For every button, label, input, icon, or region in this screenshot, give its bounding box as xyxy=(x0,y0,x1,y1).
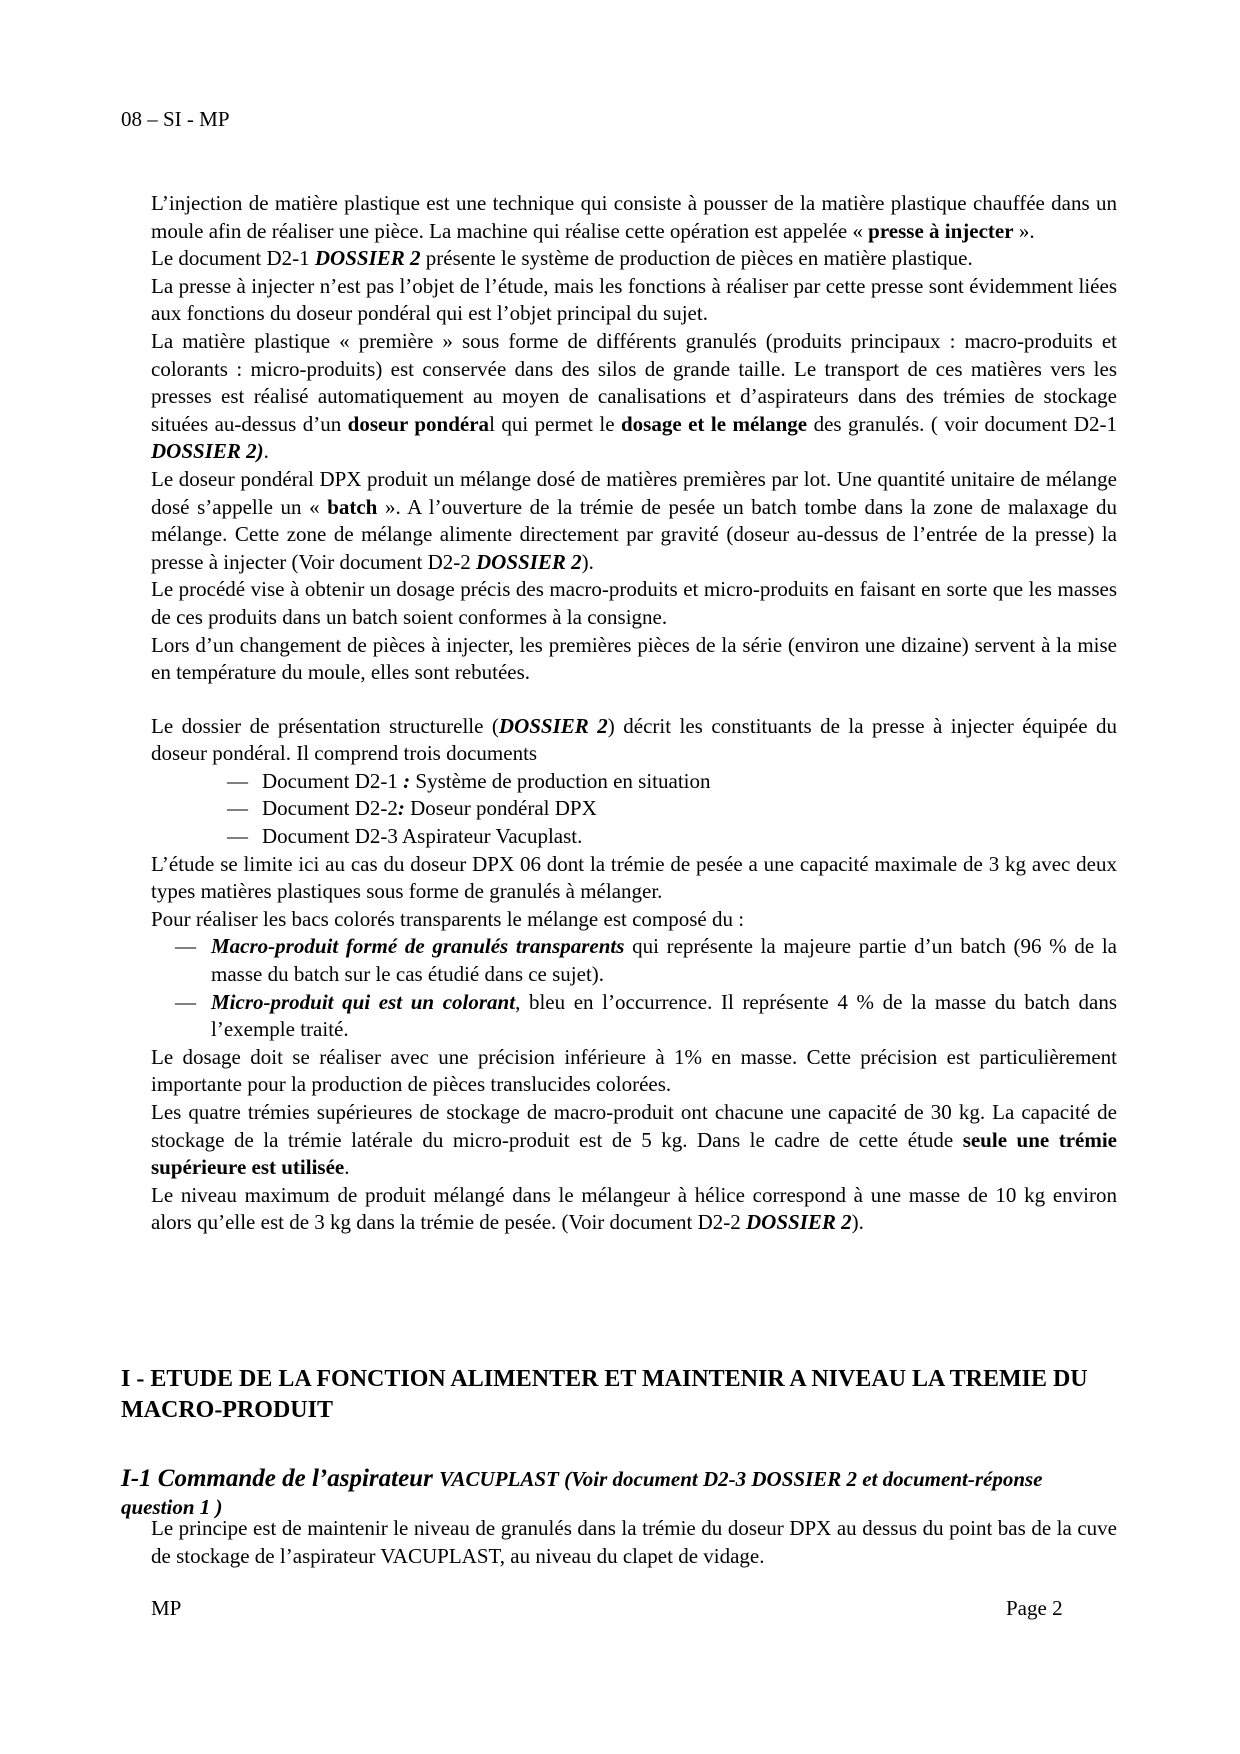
page-header-code: 08 – SI - MP xyxy=(121,107,230,131)
paragraph-document-d2-1: Le document D2-1 DOSSIER 2 présente le système de production de pièces en matière plastique. xyxy=(151,246,973,271)
term-batch: batch xyxy=(327,494,378,519)
document-body xyxy=(151,190,1117,1237)
paragraph-dossier-presentation: Le dossier de présentation structurelle (DOSSIER 2) décrit les constituants de la presse à injecter équipée du doseur pondéral. Il comprend trois documents xyxy=(151,713,1117,766)
list-item: — Document D2-1 : Système de production en situation xyxy=(227,768,1117,796)
term-seule-tremie: seule une trémie supérieure est utilisée xyxy=(151,1127,1117,1180)
paragraph-capacites-tremies: Les quatre trémies supérieures de stockage de macro-produit ont chacune une capacité de 30 kg. La capacité de stockage de la trémie latérale du micro-produit est de 5 kg. Dans le cadre de cette étude seule une trémie supérieure est utilisée. xyxy=(151,1100,1117,1180)
ref-dossier-2: DOSSIER 2 xyxy=(314,246,421,271)
list-item: — Micro-produit qui est un colorant, bleu en l’occurrence. Il représente 4 % de la masse du batch dans l’exemple traité. xyxy=(151,989,1117,1044)
paragraph-doseur-dpx: Le doseur pondéral DPX produit un mélange dosé de matières premières par lot. Une quantité unitaire de mélange dosé s’appelle un « batch ». A l’ouverture de la trémie de pesée un batch tombe dans la zone de malaxage du mélange. Cette zone de mélange alimente directement par gravité (doseur au-dessus de l’entrée de la presse) la presse à injecter (Voir document D2-2 DOSSIER 2). xyxy=(151,466,1117,574)
footer-page-number: Page 2 xyxy=(1006,1596,1063,1620)
paragraph-changement-pieces: Lors d’un changement de pièces à injecter, les premières pièces de la série (environ une dizaine) servent à la mise en température du moule, elles sont rebutées. xyxy=(151,632,1117,685)
list-item: — Document D2-2: Doseur pondéral DPX xyxy=(227,795,1117,823)
paragraph-dpx06-scope: L’étude se limite ici au cas du doseur DPX 06 dont la trémie de pesée a une capacité maximale de 3 kg avec deux types matières plastiques sous forme de granulés à mélanger. xyxy=(151,851,1117,904)
subsection-heading-1-1: I-1 Commande de l’aspirateur VACUPLAST (Voir document D2-3 DOSSIER 2 et document-réponse question 1 ) xyxy=(121,1465,1043,1519)
subsection-intro-text: Le principe est de maintenir le niveau de granulés dans la trémie du doseur DPX au dessus du point bas de la cuve de stockage de l’aspirateur VACUPLAST, au niveau du clapet de vidage. xyxy=(151,1516,1117,1568)
term-presse-a-injecter: presse à injecter xyxy=(868,218,1014,243)
term-macro-produit: Macro-produit formé de granulés transparents xyxy=(211,934,625,959)
paragraph-precision: Le dosage doit se réaliser avec une précision inférieure à 1% en masse. Cette précision est particulièrement importante pour la production de pièces translucides colorées. xyxy=(151,1044,1117,1097)
paragraph-procede: Le procédé vise à obtenir un dosage précis des macro-produits et micro-produits en faisant en sorte que les masses de ces produits dans un batch soient conformes à la consigne. xyxy=(151,577,1117,629)
paragraph-bacs-colores: Pour réaliser les bacs colorés transparents le mélange est composé du : xyxy=(151,906,745,931)
paragraph-niveau-maximum: Le niveau maximum de produit mélangé dans le mélangeur à hélice correspond à une masse de 10 kg environ alors qu’elle est de 3 kg dans la trémie de pesée. (Voir document D2-2 DOSSIER 2). xyxy=(151,1182,1117,1235)
footer-left: MP xyxy=(151,1596,182,1620)
ref-dossier-2: DOSSIER 2 xyxy=(746,1210,852,1235)
paragraph-injection-intro: L’injection de matière plastique est une technique qui consiste à pousser de la matière plastique chauffée dans un moule afin de réaliser une pièce. La machine qui réalise cette opération est appelée « presse à injecter ». xyxy=(151,191,1117,243)
term-micro-produit: Micro-produit qui est un colorant xyxy=(211,989,516,1014)
ref-dossier-2: DOSSIER 2 xyxy=(476,549,582,574)
term-dosage-melange: dosage et le mélange xyxy=(620,411,808,436)
list-item: — Macro-produit formé de granulés transparents qui représente la majeure partie d’un batch (96 % de la masse du batch sur le cas étudié dans ce sujet). xyxy=(151,933,1117,988)
section-heading-1: I - ETUDE DE LA FONCTION ALIMENTER ET MAINTENIR A NIVEAU LA TREMIE DU MACRO-PRODUIT xyxy=(121,1366,1088,1423)
ref-dossier-2: DOSSIER 2 xyxy=(498,713,608,738)
paragraph-presse-scope: La presse à injecter n’est pas l’objet de l’étude, mais les fonctions à réaliser par cette presse sont évidemment liées aux fonctions du doseur pondéral qui est l’objet principal du sujet. xyxy=(151,273,1117,326)
term-doseur-ponderal: doseur pondéra xyxy=(347,411,490,436)
list-item: — Document D2-3 Aspirateur Vacuplast. xyxy=(227,823,1117,851)
paragraph-spacer xyxy=(151,687,1117,713)
ref-dossier-2: DOSSIER 2) xyxy=(151,439,264,464)
documents-list xyxy=(151,768,1117,851)
paragraph-matiere-premiere: La matière plastique « première » sous forme de différents granulés (produits principaux : macro-produits et colorants : micro-produits) est conservée dans des silos de grande taille. Le transport de ces matières vers les presses est réalisé automatiquement au moyen de canalisations et d’aspirateurs dans des trémies de stockage situées au-dessus d’un doseur pondéral qui permet le dosage et le mélange des granulés. ( voir document D2-1 DOSSIER 2). xyxy=(151,328,1117,464)
mixture-list xyxy=(151,933,1117,1043)
